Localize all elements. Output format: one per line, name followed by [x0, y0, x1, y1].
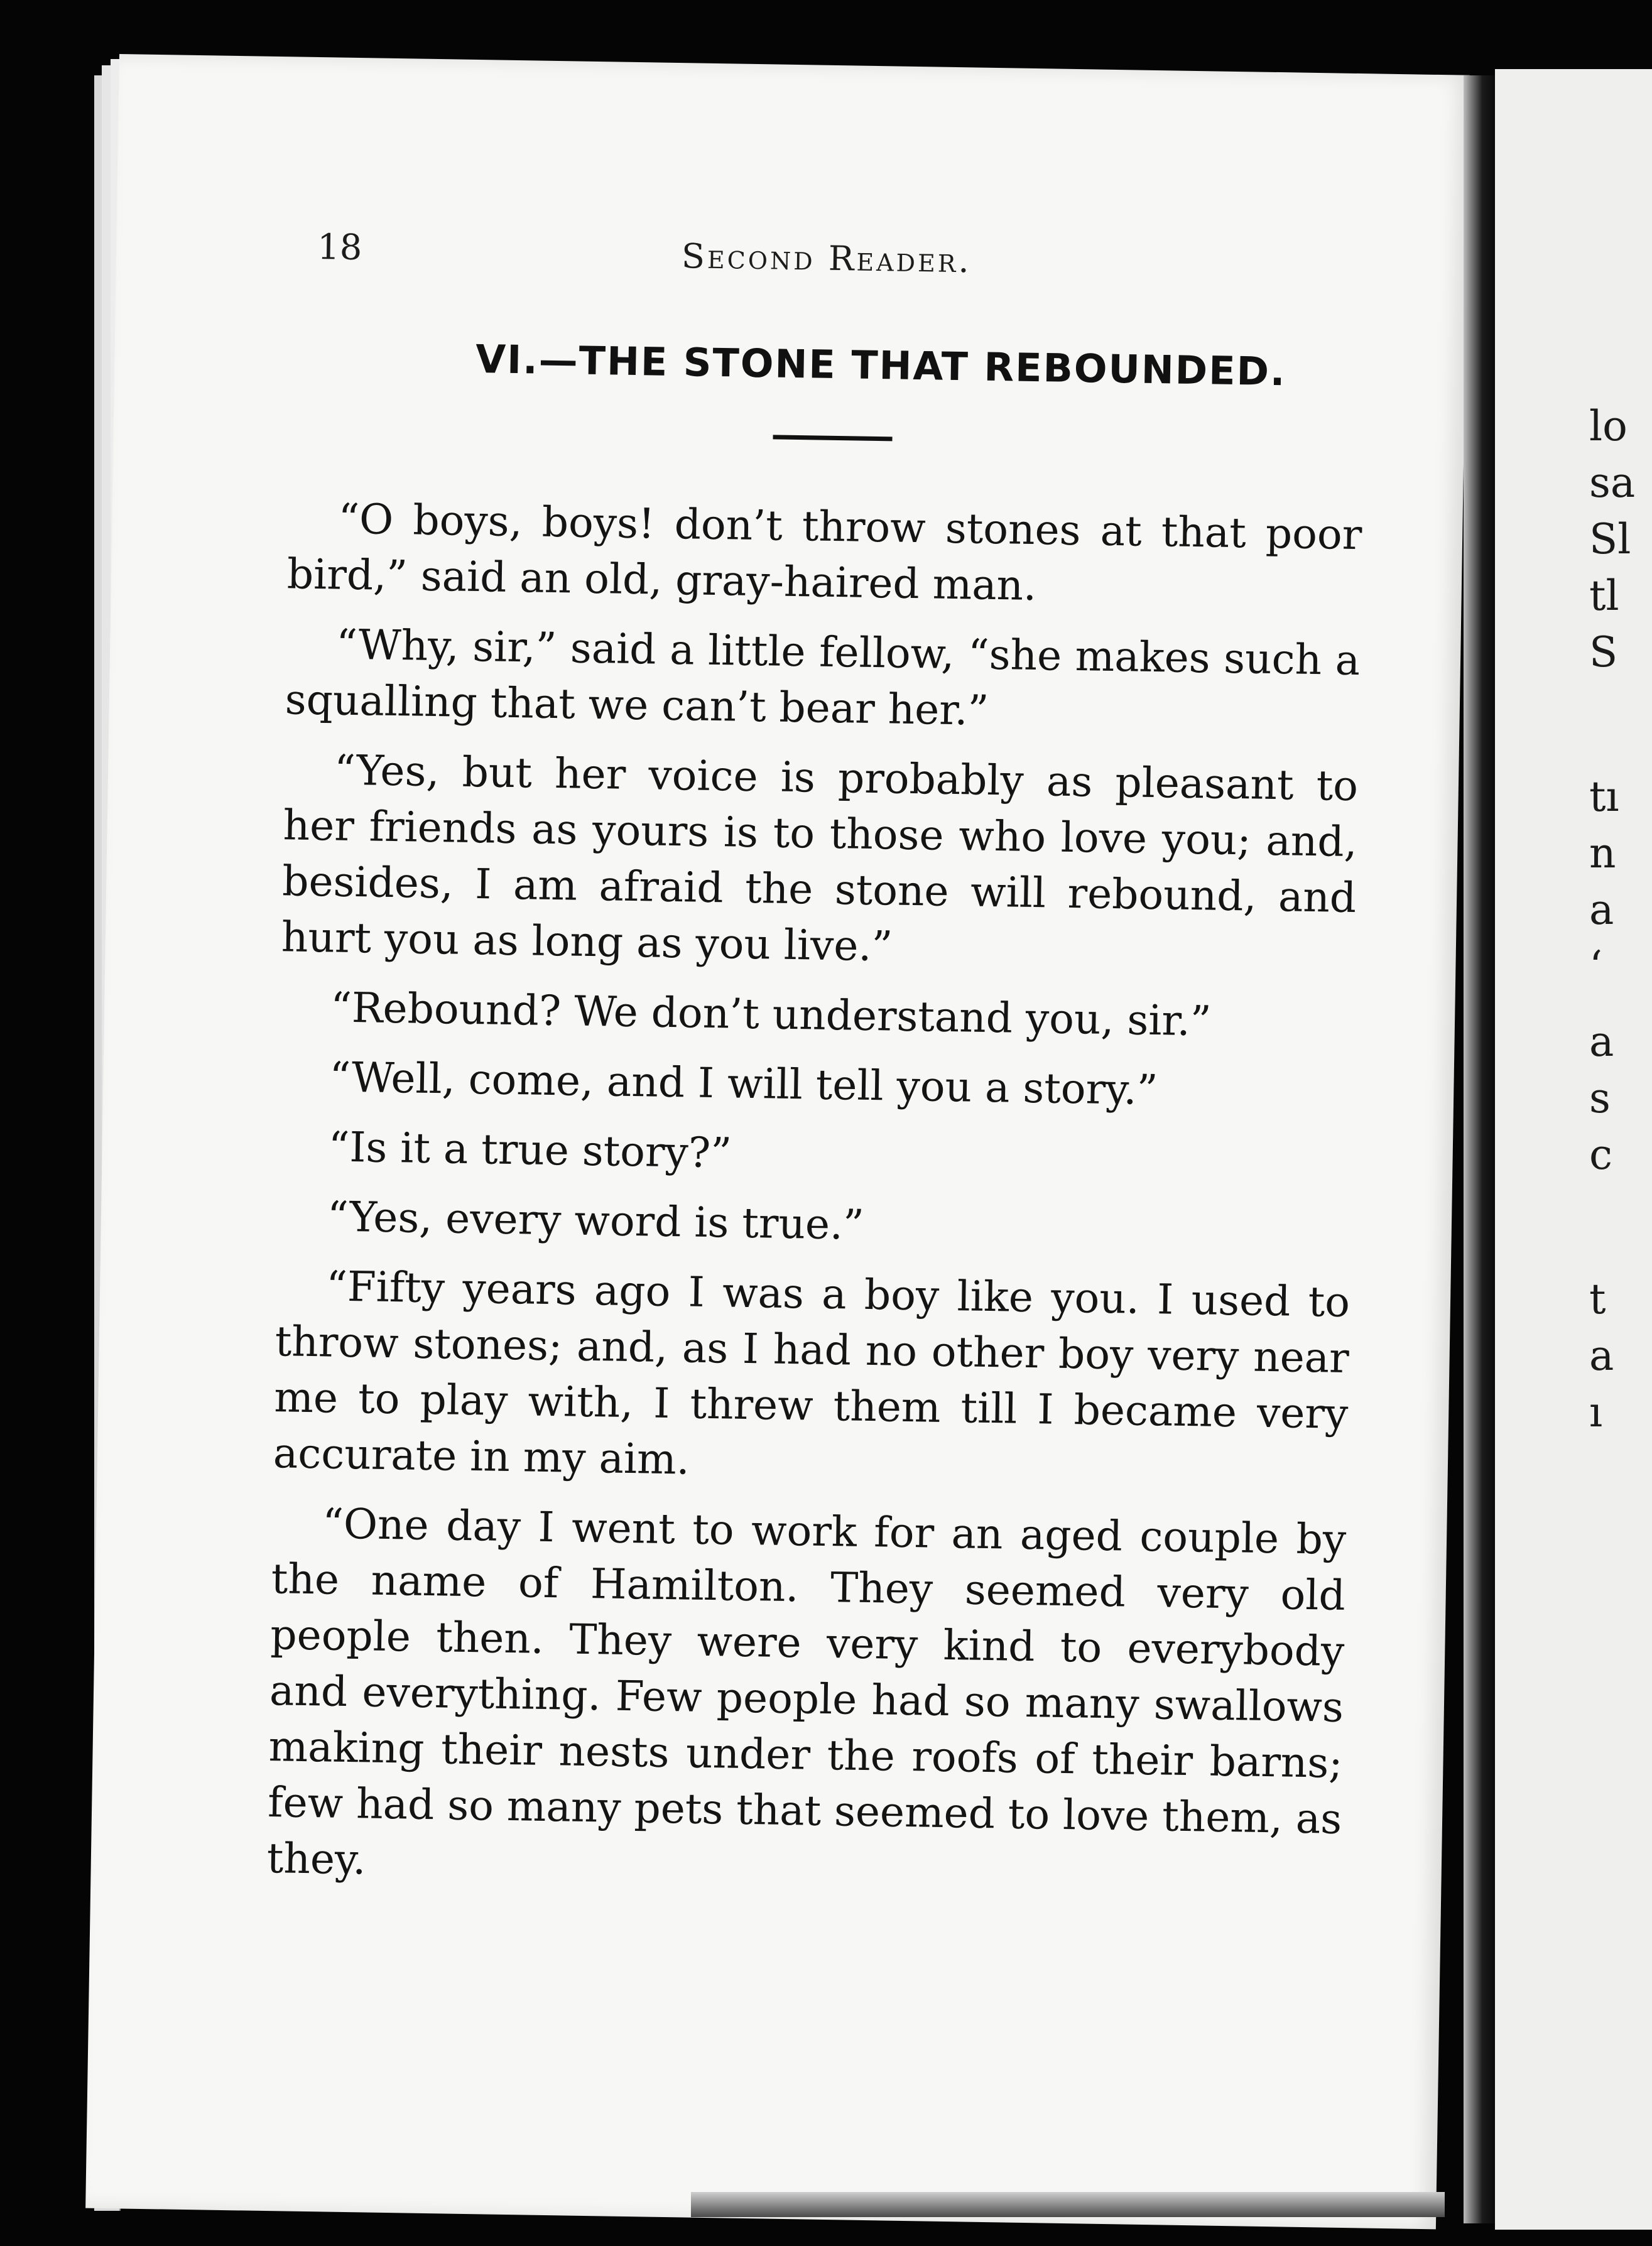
bottom-page-edge: [691, 2192, 1445, 2217]
facing-page-fragment: tı: [1589, 773, 1619, 821]
paragraph: “Yes, but her voice is probably as pleasant to her friends as yours is to those who love you; and, besides, I am afraid the stone will rebound, and hurt you as long as you live.”: [281, 746, 1359, 971]
paragraph: “Why, sir,” said a little fellow, “she makes such a squalling that we can’t bear her.”: [285, 620, 1361, 735]
body-text: [266, 490, 1362, 1917]
page-number: 18: [317, 226, 362, 269]
paragraph: “Rebound? We don’t understand you, sir.”: [330, 983, 1212, 1046]
facing-page: [1495, 69, 1652, 2230]
facing-page-fragment: lo: [1589, 402, 1628, 450]
facing-page-fragment: sa: [1589, 458, 1636, 507]
paragraph: “Fifty years ago I was a boy like you. I used to throw stones; and, as I had no other boy very near me to play with, I threw them till I became very accurate in my aim.: [273, 1262, 1350, 1484]
facing-page-fragment: t: [1589, 1275, 1606, 1323]
facing-page-fragment: tl: [1589, 572, 1619, 620]
facing-page-fragment: a: [1589, 886, 1614, 934]
paragraph: “Well, come, and I will tell you a story.”: [329, 1053, 1158, 1115]
lesson-title: VI.—THE STONE THAT REBOUNDED.: [475, 335, 1287, 395]
title-rule: [773, 435, 892, 441]
running-head: [116, 224, 1467, 301]
book-gutter: [1464, 75, 1495, 2223]
facing-page-fragment: n: [1589, 829, 1616, 877]
facing-page-fragment: a: [1589, 1332, 1614, 1380]
facing-page-fragment: ‘: [1589, 942, 1602, 990]
facing-page-fragment: Sl: [1589, 515, 1631, 563]
paragraph: “Is it a true story?”: [328, 1122, 732, 1178]
facing-page-fragment: s: [1589, 1074, 1611, 1122]
paragraph: “One day I went to work for an aged couple by the name of Hamilton. They seemed very old people then. They were very kind to everybody and everything. Few people had so many swallows making their nests under the roofs of their barns; few had so many pets that seemed to love them, as they.: [266, 1499, 1347, 1884]
left-page: [85, 54, 1470, 2229]
facing-page-fragment: S: [1589, 628, 1618, 676]
facing-page-fragment: ı: [1589, 1388, 1603, 1436]
paragraph: “Yes, every word is true.”: [327, 1192, 865, 1249]
facing-page-fragment: c: [1589, 1131, 1612, 1179]
facing-page-fragment: a: [1589, 1017, 1614, 1066]
paragraph: “O boys, boys! don’t throw stones at that poor bird,” said an old, gray-haired man.: [286, 494, 1362, 610]
running-title: Second Reader.: [681, 236, 972, 281]
